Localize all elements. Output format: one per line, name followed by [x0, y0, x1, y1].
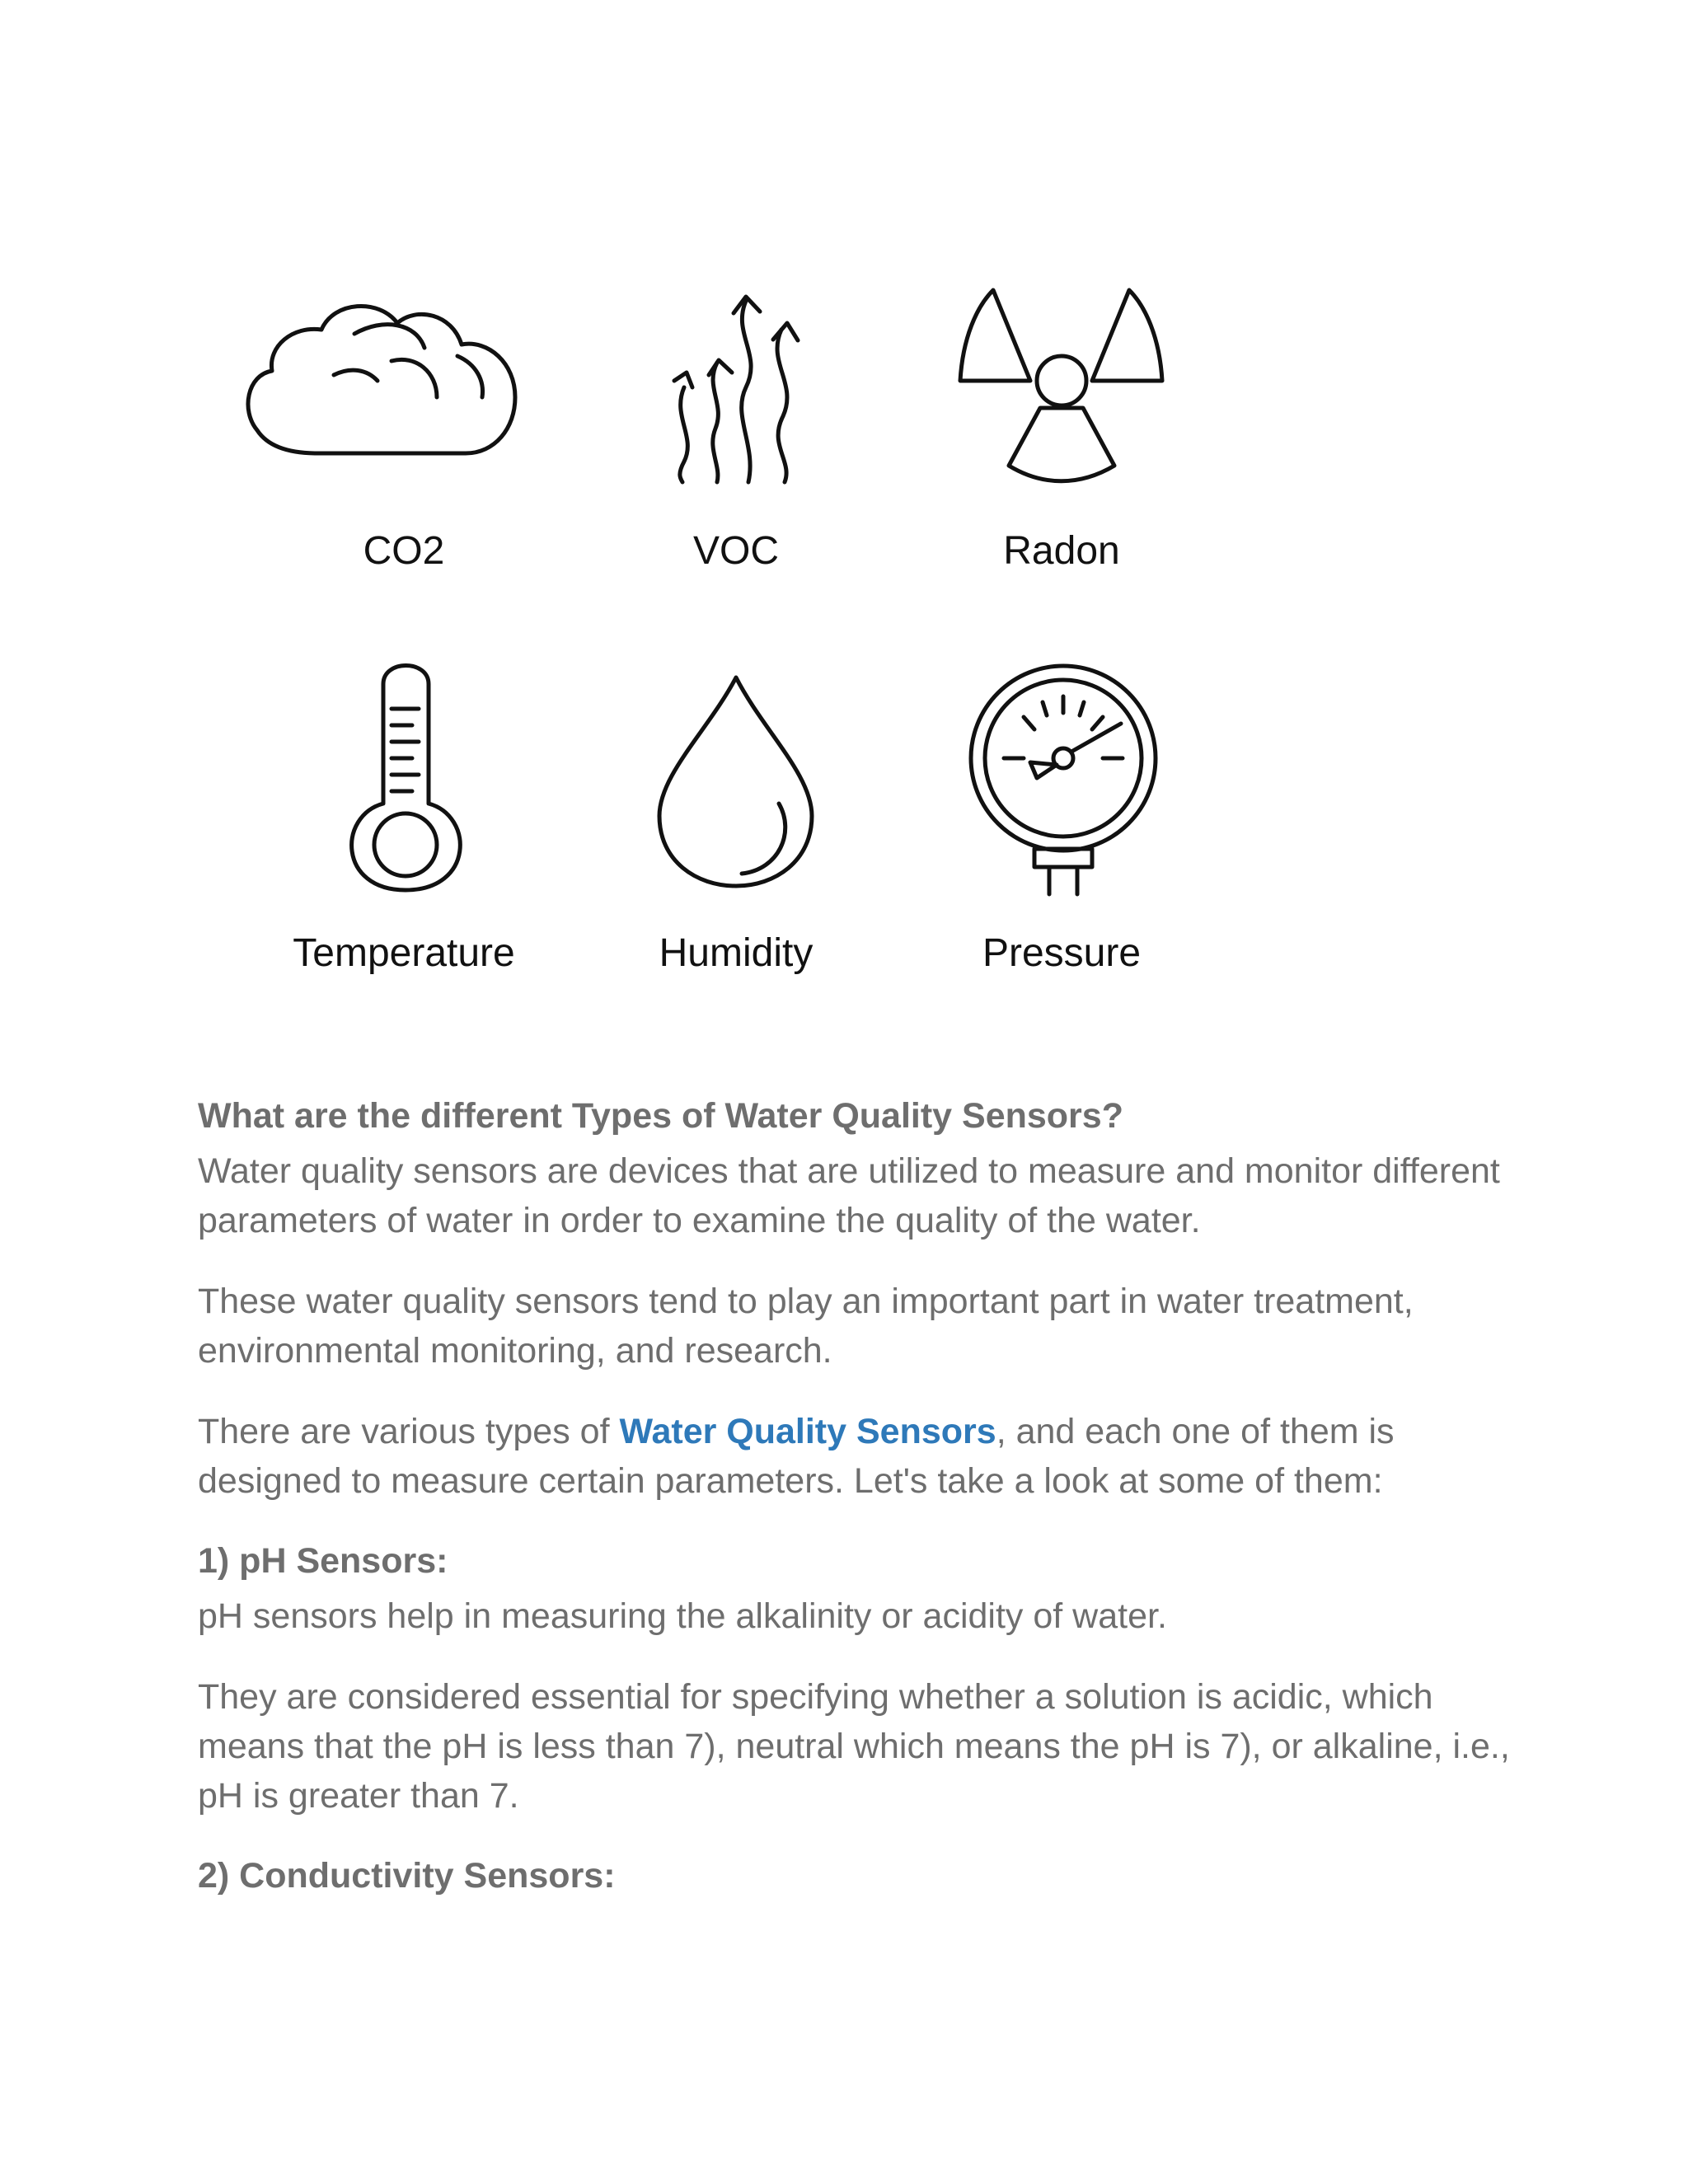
icon-label-pressure: Pressure: [982, 931, 1142, 975]
pressure-gauge-icon: [971, 666, 1156, 894]
intro-paragraph-1: Water quality sensors are devices that are utilized to measure and monitor different parameters of water in order to examine the quality of the water.: [198, 1151, 1500, 1241]
article-heading: What are the different Types of Water Quality Sensors?: [198, 1096, 1123, 1136]
intro-paragraph-3: [198, 1407, 1517, 1506]
section-1-title: 1) pH Sensors:: [198, 1541, 448, 1582]
radiation-icon: [960, 290, 1162, 481]
section-2-title: 2) Conductivity Sensors:: [198, 1856, 616, 1896]
water-drop-icon: [659, 677, 812, 886]
icon-label-temperature: Temperature: [293, 931, 515, 975]
icon-label-radon: Radon: [1003, 529, 1120, 573]
voc-vapor-icon: [674, 297, 798, 482]
icon-label-voc: VOC: [692, 529, 779, 573]
section-1-paragraph-1: pH sensors help in measuring the alkalinity or acidity of water.: [198, 1596, 1167, 1637]
intro-text-before-link: There are various types of: [198, 1412, 620, 1452]
article-body: [198, 1092, 1517, 1906]
sensor-icons-figure: [0, 0, 1688, 1038]
intro-paragraph-2: These water quality sensors tend to play an important part in water treatment, environmental monitoring, and research.: [198, 1282, 1414, 1371]
icon-label-humidity: Humidity: [659, 931, 814, 975]
section-1-paragraph-2: They are considered essential for specifying whether a solution is acidic, which means that the pH is less than 7), neutral which means the pH is 7), or alkaline, i.e., pH is greater than 7.: [198, 1677, 1510, 1816]
water-quality-sensors-link[interactable]: Water Quality Sensors: [619, 1412, 996, 1452]
intro-text-after-link: , and each one of them is designed to measure certain parameters. Let's take a look at some of them:: [198, 1412, 1395, 1502]
cloud-icon: [248, 306, 515, 453]
icon-label-co2: CO2: [363, 529, 445, 573]
thermometer-icon: [352, 666, 461, 891]
